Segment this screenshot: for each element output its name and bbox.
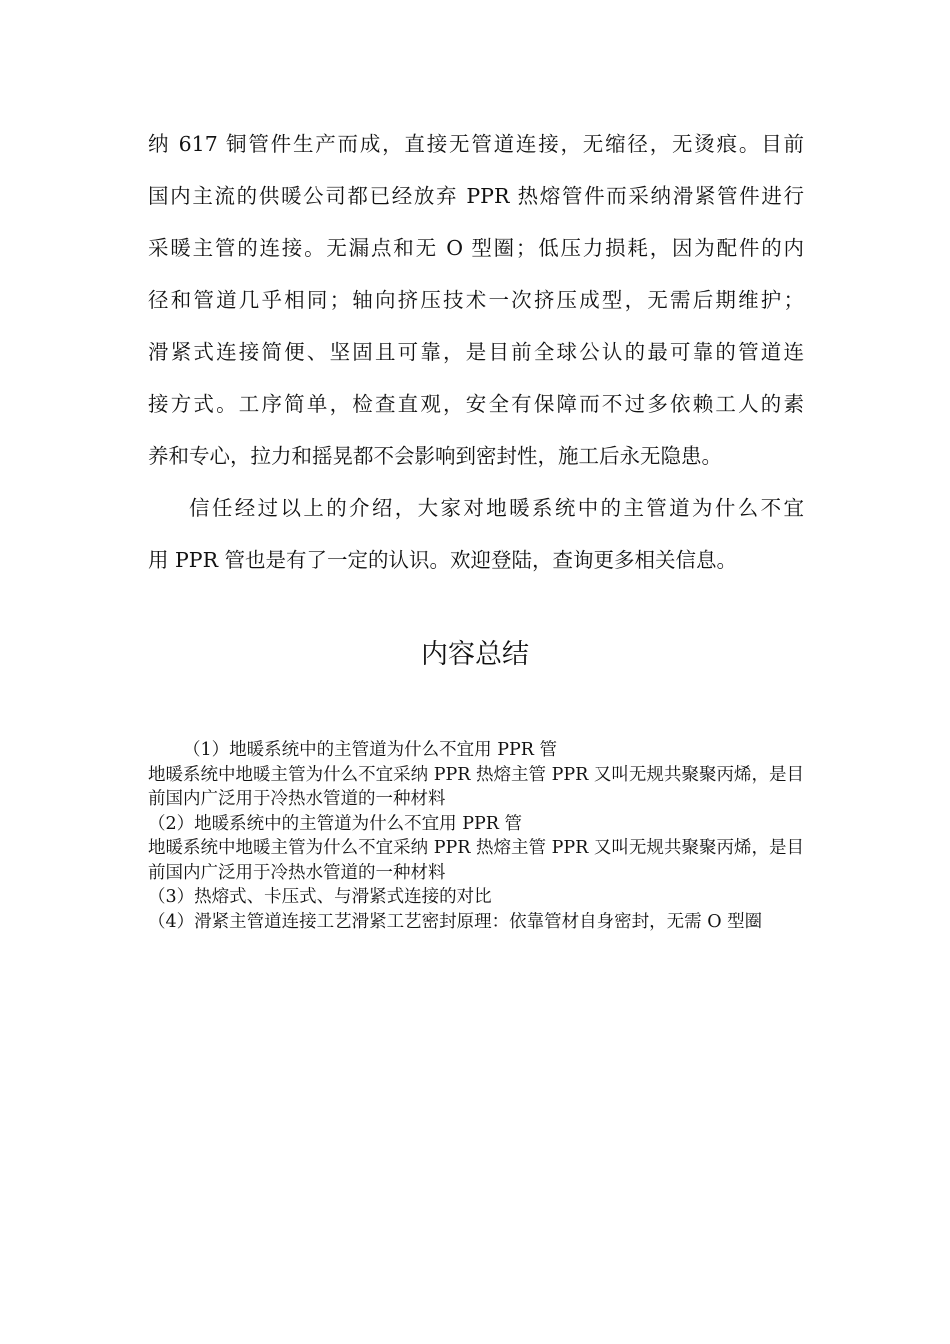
paragraph-line: 采暖主管的连接。无漏点和无 O 型圈；低压力损耗，因为配件的内 bbox=[148, 236, 804, 260]
paragraph-line: 径和管道几乎相同；轴向挤压技术一次挤压成型，无需后期维护； bbox=[148, 288, 804, 312]
paragraph-line: 国内主流的供暖公司都已经放弃 PPR 热熔管件而采纳滑紧管件进行 bbox=[148, 184, 804, 208]
body-text bbox=[148, 118, 804, 586]
summary-item: 地暖系统中地暖主管为什么不宜采纳 PPR 热熔主管 PPR 又叫无规共聚聚丙烯，是目前国内广泛用于冷热水管道的一种材料 bbox=[148, 838, 804, 883]
summary-list bbox=[148, 738, 804, 934]
summary-item: 地暖系统中地暖主管为什么不宜采纳 PPR 热熔主管 PPR 又叫无规共聚聚丙烯，是目前国内广泛用于冷热水管道的一种材料 bbox=[148, 764, 804, 809]
paragraph-line: 信任经过以上的介绍，大家对地暖系统中的主管道为什么不宜 bbox=[189, 496, 804, 520]
paragraph-line: 接方式。工序简单，检查直观，安全有保障而不过多依赖工人的素 bbox=[148, 392, 804, 416]
summary-item: （3）热熔式、卡压式、与滑紧式连接的对比 bbox=[148, 887, 492, 907]
summary-item: （2）地暖系统中的主管道为什么不宜用 PPR 管 bbox=[148, 813, 522, 834]
summary-item: （4）滑紧主管道连接工艺滑紧工艺密封原理：依靠管材自身密封，无需 O 型圈 bbox=[148, 911, 763, 932]
paragraph-line: 纳 617 铜管件生产而成，直接无管道连接，无缩径，无烫痕。目前 bbox=[148, 132, 804, 156]
paragraph-line: 养和专心，拉力和摇晃都不会影响到密封性，施工后永无隐患。 bbox=[148, 444, 722, 468]
summary-item: （1）地暖系统中的主管道为什么不宜用 PPR 管 bbox=[183, 740, 557, 760]
summary-title: 内容总结 bbox=[421, 639, 529, 670]
paragraph-line: 用 PPR 管也是有了一定的认识。欢迎登陆，查询更多相关信息。 bbox=[148, 548, 738, 572]
paragraph-line: 滑紧式连接简便、坚固且可靠，是目前全球公认的最可靠的管道连 bbox=[148, 340, 804, 364]
